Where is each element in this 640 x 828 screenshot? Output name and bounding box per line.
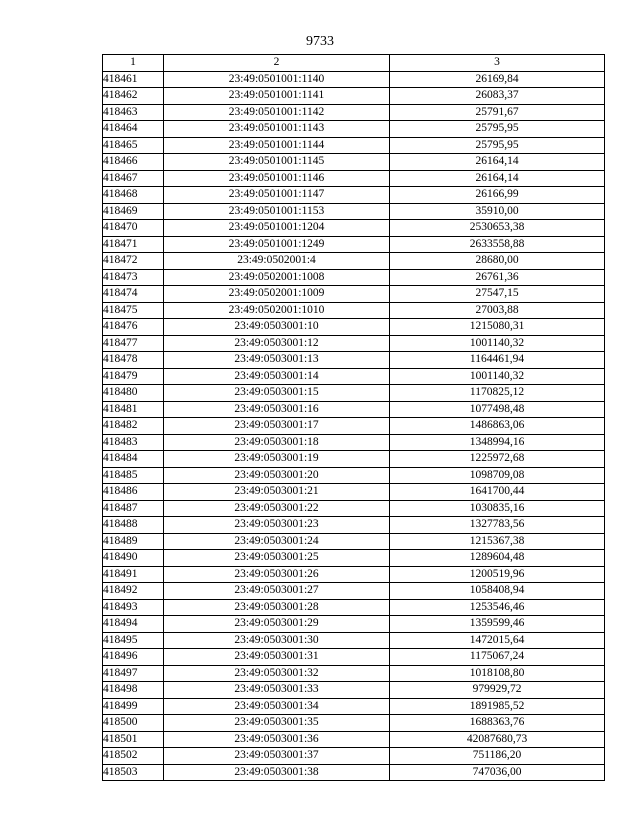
cadastral-number: 23:49:0501001:1204 <box>164 220 390 237</box>
table-row <box>103 764 605 781</box>
row-number: 418476 <box>103 319 164 336</box>
cadastral-number: 23:49:0503001:25 <box>164 550 390 567</box>
row-number: 418481 <box>103 401 164 418</box>
row-number: 418475 <box>103 302 164 319</box>
row-number: 418491 <box>103 566 164 583</box>
table-row <box>103 484 605 501</box>
row-number: 418468 <box>103 187 164 204</box>
cadastral-value: 25791,67 <box>390 104 605 121</box>
cadastral-number: 23:49:0503001:29 <box>164 616 390 633</box>
cadastral-value: 1253546,46 <box>390 599 605 616</box>
table-row <box>103 269 605 286</box>
cadastral-value: 25795,95 <box>390 137 605 154</box>
cadastral-number: 23:49:0503001:21 <box>164 484 390 501</box>
table-row <box>103 665 605 682</box>
row-number: 418503 <box>103 764 164 781</box>
row-number: 418479 <box>103 368 164 385</box>
table-row <box>103 71 605 88</box>
table-row <box>103 203 605 220</box>
cadastral-number: 23:49:0501001:1145 <box>164 154 390 171</box>
cadastral-number: 23:49:0503001:17 <box>164 418 390 435</box>
cadastral-value: 27003,88 <box>390 302 605 319</box>
cadastral-number: 23:49:0503001:14 <box>164 368 390 385</box>
cadastral-number: 23:49:0503001:34 <box>164 698 390 715</box>
cadastral-number: 23:49:0502001:4 <box>164 253 390 270</box>
table-row <box>103 682 605 699</box>
row-number: 418483 <box>103 434 164 451</box>
cadastral-value: 1215080,31 <box>390 319 605 336</box>
cadastral-number: 23:49:0501001:1144 <box>164 137 390 154</box>
column-header-1: 1 <box>103 55 164 72</box>
table-row <box>103 302 605 319</box>
cadastral-number: 23:49:0503001:12 <box>164 335 390 352</box>
cadastral-number: 23:49:0501001:1153 <box>164 203 390 220</box>
cadastral-number: 23:49:0503001:37 <box>164 748 390 765</box>
table-row <box>103 368 605 385</box>
cadastral-value: 1289604,48 <box>390 550 605 567</box>
cadastral-value: 26083,37 <box>390 88 605 105</box>
cadastral-value: 751186,20 <box>390 748 605 765</box>
cadastral-number: 23:49:0503001:30 <box>164 632 390 649</box>
table-row <box>103 286 605 303</box>
cadastral-number: 23:49:0503001:35 <box>164 715 390 732</box>
cadastral-value: 1018108,80 <box>390 665 605 682</box>
row-number: 418484 <box>103 451 164 468</box>
row-number: 418478 <box>103 352 164 369</box>
cadastral-value: 1688363,76 <box>390 715 605 732</box>
cadastral-value: 26164,14 <box>390 170 605 187</box>
cadastral-number: 23:49:0503001:10 <box>164 319 390 336</box>
row-number: 418488 <box>103 517 164 534</box>
cadastral-value: 26761,36 <box>390 269 605 286</box>
table-row <box>103 632 605 649</box>
cadastral-number: 23:49:0501001:1140 <box>164 71 390 88</box>
row-number: 418502 <box>103 748 164 765</box>
cadastral-value: 1486863,06 <box>390 418 605 435</box>
cadastral-number: 23:49:0501001:1147 <box>164 187 390 204</box>
table-row <box>103 385 605 402</box>
row-number: 418500 <box>103 715 164 732</box>
table-row <box>103 517 605 534</box>
cadastral-number: 23:49:0501001:1142 <box>164 104 390 121</box>
row-number: 418498 <box>103 682 164 699</box>
cadastral-value: 42087680,73 <box>390 731 605 748</box>
table-row <box>103 253 605 270</box>
table-row <box>103 434 605 451</box>
header-row <box>103 55 605 72</box>
row-number: 418489 <box>103 533 164 550</box>
cadastral-value: 1175067,24 <box>390 649 605 666</box>
table-row <box>103 550 605 567</box>
row-number: 418469 <box>103 203 164 220</box>
table-row <box>103 599 605 616</box>
row-number: 418485 <box>103 467 164 484</box>
table-row <box>103 187 605 204</box>
cadastral-number: 23:49:0503001:15 <box>164 385 390 402</box>
cadastral-value: 26164,14 <box>390 154 605 171</box>
cadastral-number: 23:49:0503001:31 <box>164 649 390 666</box>
table-row <box>103 731 605 748</box>
cadastral-number: 23:49:0503001:24 <box>164 533 390 550</box>
table-row <box>103 401 605 418</box>
cadastral-number: 23:49:0502001:1009 <box>164 286 390 303</box>
table-row <box>103 88 605 105</box>
row-number: 418467 <box>103 170 164 187</box>
row-number: 418501 <box>103 731 164 748</box>
row-number: 418477 <box>103 335 164 352</box>
row-number: 418462 <box>103 88 164 105</box>
table-row <box>103 616 605 633</box>
cadastral-number: 23:49:0503001:13 <box>164 352 390 369</box>
cadastral-value: 35910,00 <box>390 203 605 220</box>
cadastral-number: 23:49:0503001:38 <box>164 764 390 781</box>
column-header-2: 2 <box>164 55 390 72</box>
cadastral-number: 23:49:0502001:1008 <box>164 269 390 286</box>
row-number: 418499 <box>103 698 164 715</box>
row-number: 418465 <box>103 137 164 154</box>
cadastral-number: 23:49:0503001:23 <box>164 517 390 534</box>
table-row <box>103 418 605 435</box>
table-row <box>103 220 605 237</box>
cadastral-value: 26166,99 <box>390 187 605 204</box>
row-number: 418487 <box>103 500 164 517</box>
table-row <box>103 715 605 732</box>
cadastral-number: 23:49:0501001:1146 <box>164 170 390 187</box>
table-row <box>103 467 605 484</box>
cadastral-value: 979929,72 <box>390 682 605 699</box>
table-row <box>103 566 605 583</box>
cadastral-number: 23:49:0503001:19 <box>164 451 390 468</box>
cadastral-value-table <box>102 54 605 781</box>
table-row <box>103 170 605 187</box>
cadastral-value: 1058408,94 <box>390 583 605 600</box>
row-number: 418493 <box>103 599 164 616</box>
column-header-3: 3 <box>390 55 605 72</box>
table-row <box>103 104 605 121</box>
cadastral-value: 2530653,38 <box>390 220 605 237</box>
row-number: 418495 <box>103 632 164 649</box>
cadastral-number: 23:49:0501001:1249 <box>164 236 390 253</box>
row-number: 418482 <box>103 418 164 435</box>
cadastral-value: 26169,84 <box>390 71 605 88</box>
table-row <box>103 335 605 352</box>
cadastral-value: 1215367,38 <box>390 533 605 550</box>
row-number: 418463 <box>103 104 164 121</box>
cadastral-value: 1001140,32 <box>390 335 605 352</box>
cadastral-value: 1098709,08 <box>390 467 605 484</box>
cadastral-number: 23:49:0503001:36 <box>164 731 390 748</box>
table-row <box>103 748 605 765</box>
row-number: 418490 <box>103 550 164 567</box>
table-row <box>103 236 605 253</box>
cadastral-value: 1200519,96 <box>390 566 605 583</box>
table-row <box>103 583 605 600</box>
row-number: 418486 <box>103 484 164 501</box>
table-row <box>103 500 605 517</box>
cadastral-number: 23:49:0503001:26 <box>164 566 390 583</box>
row-number: 418466 <box>103 154 164 171</box>
cadastral-value: 1472015,64 <box>390 632 605 649</box>
row-number: 418461 <box>103 71 164 88</box>
row-number: 418473 <box>103 269 164 286</box>
cadastral-value: 1164461,94 <box>390 352 605 369</box>
cadastral-number: 23:49:0503001:16 <box>164 401 390 418</box>
table-row <box>103 451 605 468</box>
cadastral-value: 28680,00 <box>390 253 605 270</box>
cadastral-number: 23:49:0503001:22 <box>164 500 390 517</box>
cadastral-value: 1030835,16 <box>390 500 605 517</box>
table-row <box>103 352 605 369</box>
row-number: 418497 <box>103 665 164 682</box>
row-number: 418496 <box>103 649 164 666</box>
cadastral-value: 1170825,12 <box>390 385 605 402</box>
table-row <box>103 154 605 171</box>
row-number: 418492 <box>103 583 164 600</box>
table-header <box>103 55 605 72</box>
cadastral-number: 23:49:0503001:20 <box>164 467 390 484</box>
cadastral-value: 1001140,32 <box>390 368 605 385</box>
cadastral-number: 23:49:0503001:27 <box>164 583 390 600</box>
cadastral-value: 1891985,52 <box>390 698 605 715</box>
cadastral-number: 23:49:0503001:28 <box>164 599 390 616</box>
cadastral-number: 23:49:0502001:1010 <box>164 302 390 319</box>
cadastral-value: 25795,95 <box>390 121 605 138</box>
cadastral-number: 23:49:0503001:33 <box>164 682 390 699</box>
row-number: 418480 <box>103 385 164 402</box>
cadastral-value: 747036,00 <box>390 764 605 781</box>
row-number: 418471 <box>103 236 164 253</box>
cadastral-value: 1327783,56 <box>390 517 605 534</box>
cadastral-value: 27547,15 <box>390 286 605 303</box>
cadastral-value: 1077498,48 <box>390 401 605 418</box>
row-number: 418474 <box>103 286 164 303</box>
cadastral-number: 23:49:0503001:18 <box>164 434 390 451</box>
table-row <box>103 319 605 336</box>
cadastral-number: 23:49:0501001:1141 <box>164 88 390 105</box>
cadastral-number: 23:49:0503001:32 <box>164 665 390 682</box>
cadastral-value: 1348994,16 <box>390 434 605 451</box>
cadastral-value: 1225972,68 <box>390 451 605 468</box>
table-row <box>103 137 605 154</box>
row-number: 418472 <box>103 253 164 270</box>
cadastral-value: 2633558,88 <box>390 236 605 253</box>
table-row <box>103 121 605 138</box>
cadastral-number: 23:49:0501001:1143 <box>164 121 390 138</box>
cadastral-value: 1359599,46 <box>390 616 605 633</box>
table-row <box>103 649 605 666</box>
cadastral-value: 1641700,44 <box>390 484 605 501</box>
row-number: 418494 <box>103 616 164 633</box>
row-number: 418470 <box>103 220 164 237</box>
table-row <box>103 533 605 550</box>
table-row <box>103 698 605 715</box>
page-number: 9733 <box>306 34 334 49</box>
table-body <box>103 71 605 781</box>
row-number: 418464 <box>103 121 164 138</box>
